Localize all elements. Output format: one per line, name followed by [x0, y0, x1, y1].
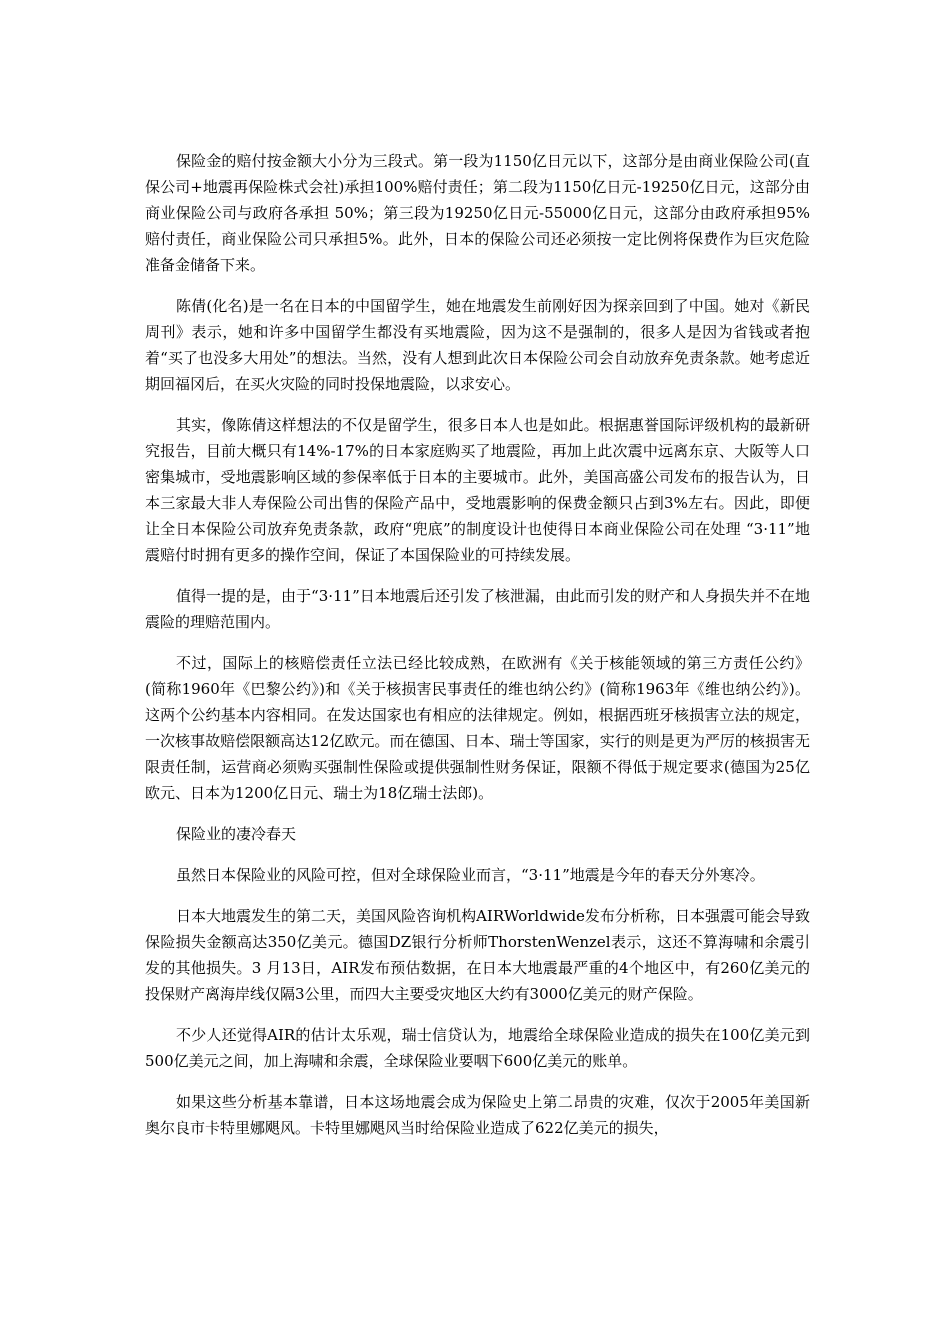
paragraph-nuclear-liability: 不过，国际上的核赔偿责任立法已经比较成熟，在欧洲有《关于核能领域的第三方责任公约》(简称1960年《巴黎公约》)和《关于核损害民事责任的维也纳公约》(简称1963年《维也纳公约》)。这两个公约基本内容相同。在发达国家也有相应的法律规定。例如，根据西班牙核损害立法的规定，一次核事故赔偿限额高达12亿欧元。而在德国、日本、瑞士等国家，实行的则是更为严厉的核损害无限责任制，运营商必须购买强制性保险或提供强制性财务保证，限额不得低于规定要求(德国为25亿欧元、日本为1200亿日元、瑞士为18亿瑞士法郎)。 [145, 654, 810, 802]
paragraph-payout-tiers: 保险金的赔付按金额大小分为三段式。第一段为1150亿日元以下，这部分是由商业保险公司(直保公司+地震再保险株式会社)承担100%赔付责任；第二段为1150亿日元-19250亿日元，这部分由商业保险公司与政府各承担 50%；第三段为19250亿日元-55000亿日元，这部分由政府承担95%赔付责任，商业保险公司只承担5%。此外，日本的保险公司还必须按一定比例将保费作为巨灾危险准备金储备下来。 [145, 152, 810, 274]
paragraph-nuclear-leak: 值得一提的是，由于“3·11”日本地震后还引发了核泄漏，由此而引发的财产和人身损失并不在地震险的理赔范围内。 [145, 587, 810, 631]
paragraph-coverage-rate: 其实，像陈倩这样想法的不仅是留学生，很多日本人也是如此。根据惠誉国际评级机构的最新研究报告，目前大概只有14%-17%的日本家庭购买了地震险，再加上此次震中远离东京、大阪等人口密集城市，受地震影响区域的参保率低于日本的主要城市。此外，美国高盛公司发布的报告认为，日本三家最大非人寿保险公司出售的保险产品中，受地震影响的保费金额只占到3%左右。因此，即便让全日本保险公司放弃免责条款，政府“兜底”的制度设计也使得日本商业保险公司在处理 “3·11”地震赔付时拥有更多的操作空间，保证了本国保险业的可持续发展。 [145, 416, 810, 564]
document-body [145, 148, 810, 1156]
paragraph-global-insurance: 虽然日本保险业的风险可控，但对全球保险业而言，“3·11”地震是今年的春天分外寒冷。 [176, 866, 765, 884]
paragraph-katrina: 如果这些分析基本靠谱，日本这场地震会成为保险史上第二昂贵的灾难，仅次于2005年美国新奥尔良市卡特里娜飓风。卡特里娜飓风当时给保险业造成了622亿美元的损失， [145, 1093, 810, 1137]
paragraph-credit-suisse: 不少人还觉得AIR的估计太乐观，瑞士信贷认为，地震给全球保险业造成的损失在100亿美元到500亿美元之间，加上海啸和余震，全球保险业要咽下600亿美元的账单。 [145, 1026, 810, 1070]
section-heading: 保险业的凄冷春天 [176, 825, 297, 843]
paragraph-air-worldwide: 日本大地震发生的第二天，美国风险咨询机构AIRWorldwide发布分析称，日本强震可能会导致保险损失金额高达350亿美元。德国DZ银行分析师ThorstenWenzel表示，这还不算海啸和余震引发的其他损失。3 月13日，AIR发布预估数据，在日本大地震最严重的4个地区中，有260亿美元的投保财产离海岸线仅隔3公里，而四大主要受灾地区大约有3000亿美元的财产保险。 [145, 907, 810, 1003]
paragraph-chen-qian: 陈倩(化名)是一名在日本的中国留学生，她在地震发生前刚好因为探亲回到了中国。她对《新民周刊》表示，她和许多中国留学生都没有买地震险，因为这不是强制的，很多人是因为省钱或者抱着“买了也没多大用处”的想法。当然，没有人想到此次日本保险公司会自动放弃免责条款。她考虑近期回福冈后，在买火灾险的同时投保地震险，以求安心。 [145, 297, 810, 393]
